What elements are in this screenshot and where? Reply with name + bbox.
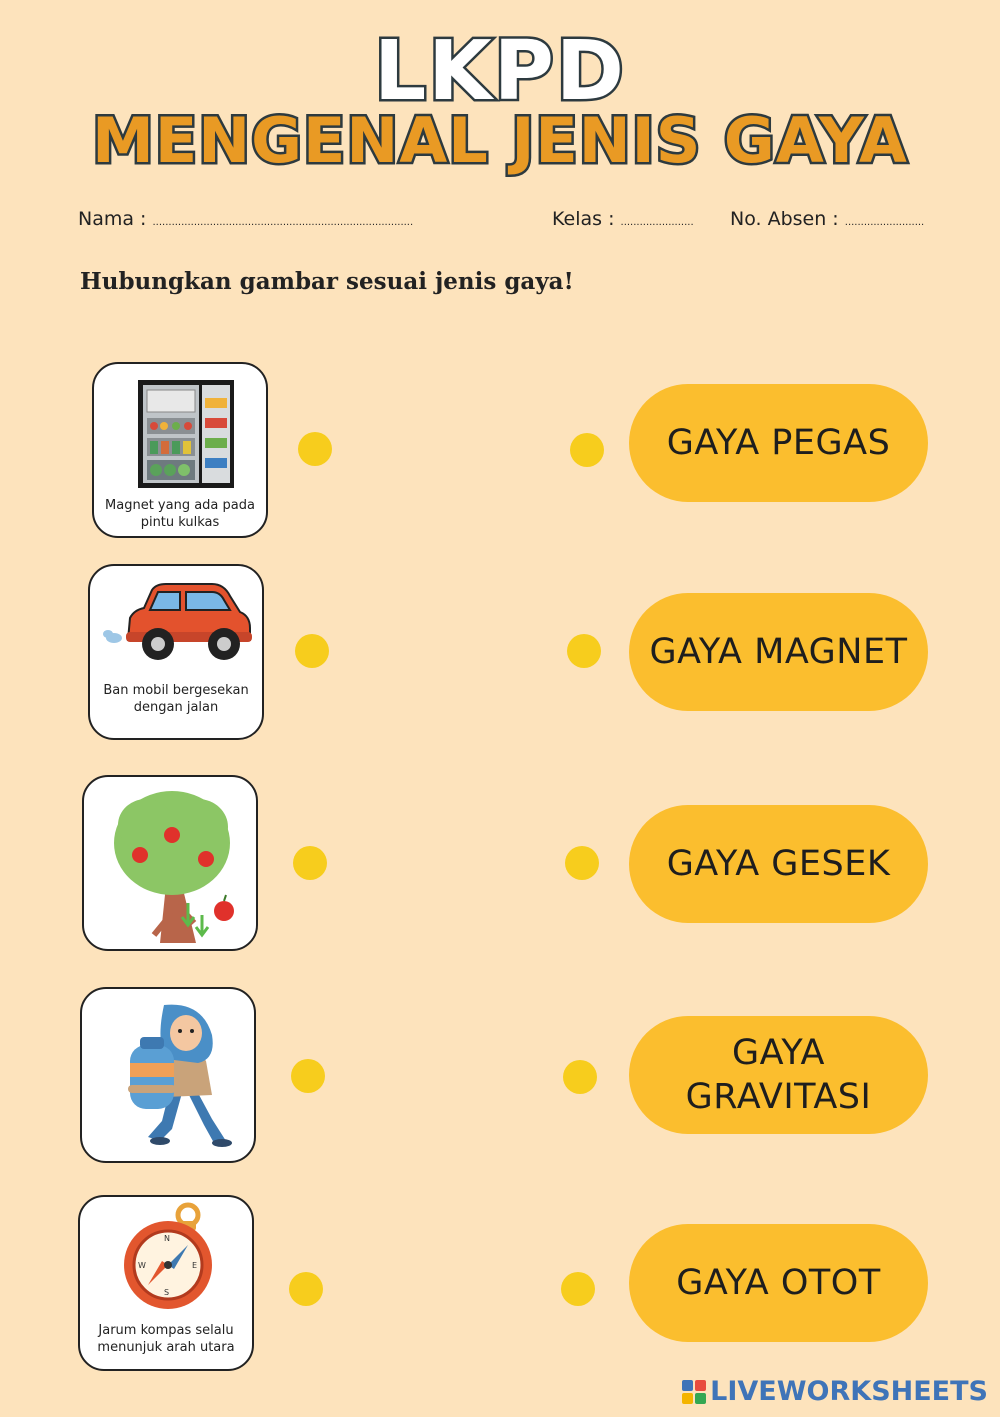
left-connect-dot-1[interactable] [298,432,332,466]
caption-line-2: menunjuk arah utara [97,1340,235,1355]
liveworksheets-logo-icon [682,1380,706,1404]
car-icon [100,582,256,668]
right-connect-dot-1[interactable] [570,433,604,467]
nama-dots: .................................................................................. [152,217,414,228]
nama-label: Nama : [78,208,147,230]
worksheet-title-main: MENGENAL JENIS GAYA [92,104,908,177]
option-label: GAYA OTOT [676,1263,881,1303]
option-label: GAYA PEGAS [666,423,891,463]
option-gaya-pegas[interactable] [629,384,928,502]
picture-card-apple-tree [82,775,258,951]
picture-card-refrigerator [92,362,268,538]
option-gaya-gesek[interactable] [629,805,928,923]
absen-dots: ......................... [844,217,925,228]
left-connect-dot-5[interactable] [289,1272,323,1306]
right-connect-dot-2[interactable] [567,634,601,668]
apple-tree-icon [106,785,246,945]
liveworksheets-watermark [682,1376,988,1407]
option-label-line-2: GRAVITASI [685,1077,872,1117]
card-caption [94,497,266,531]
instruction-text: Hubungkan gambar sesuai jenis gaya! [80,268,574,295]
left-connect-dot-4[interactable] [291,1059,325,1093]
worksheet-title-lkpd: LKPD [374,24,626,119]
compass-icon [116,1201,220,1313]
svg-text:N: N [164,1234,170,1243]
caption-line-1: Jarum kompas selalu [98,1323,234,1338]
brand-text: LIVEWORKSHEETS [710,1376,988,1407]
caption-line-2: pintu kulkas [140,515,220,530]
picture-card-compass [78,1195,254,1371]
svg-text:E: E [192,1261,198,1270]
picture-card-girl-carrying-gallon [80,987,256,1163]
left-connect-dot-3[interactable] [293,846,327,880]
caption-line-1: Magnet yang ada pada [105,498,255,513]
picture-card-car [88,564,264,740]
kelas-dots: ....................... [620,217,694,228]
absen-label: No. Absen : [730,208,839,230]
girl-carrying-gallon-icon [102,1001,242,1153]
caption-line-1: Ban mobil bergesekan [103,683,249,698]
option-gaya-otot[interactable] [629,1224,928,1342]
card-caption [80,1322,252,1356]
option-gaya-gravitasi[interactable] [629,1016,928,1134]
refrigerator-icon [136,378,236,490]
right-connect-dot-3[interactable] [565,846,599,880]
option-gaya-magnet[interactable] [629,593,928,711]
nama-field[interactable] [78,208,413,230]
option-label: GAYA MAGNET [649,632,908,672]
absen-field[interactable] [730,208,924,230]
option-label: GAYA GESEK [666,844,891,884]
kelas-label: Kelas : [552,208,615,230]
svg-text:W: W [138,1261,146,1270]
right-connect-dot-5[interactable] [561,1272,595,1306]
caption-line-2: dengan jalan [133,700,219,715]
right-connect-dot-4[interactable] [563,1060,597,1094]
kelas-field[interactable] [552,208,694,230]
left-connect-dot-2[interactable] [295,634,329,668]
option-label-line-1: GAYA [732,1033,825,1073]
card-caption [90,682,262,716]
svg-text:S: S [164,1288,170,1297]
